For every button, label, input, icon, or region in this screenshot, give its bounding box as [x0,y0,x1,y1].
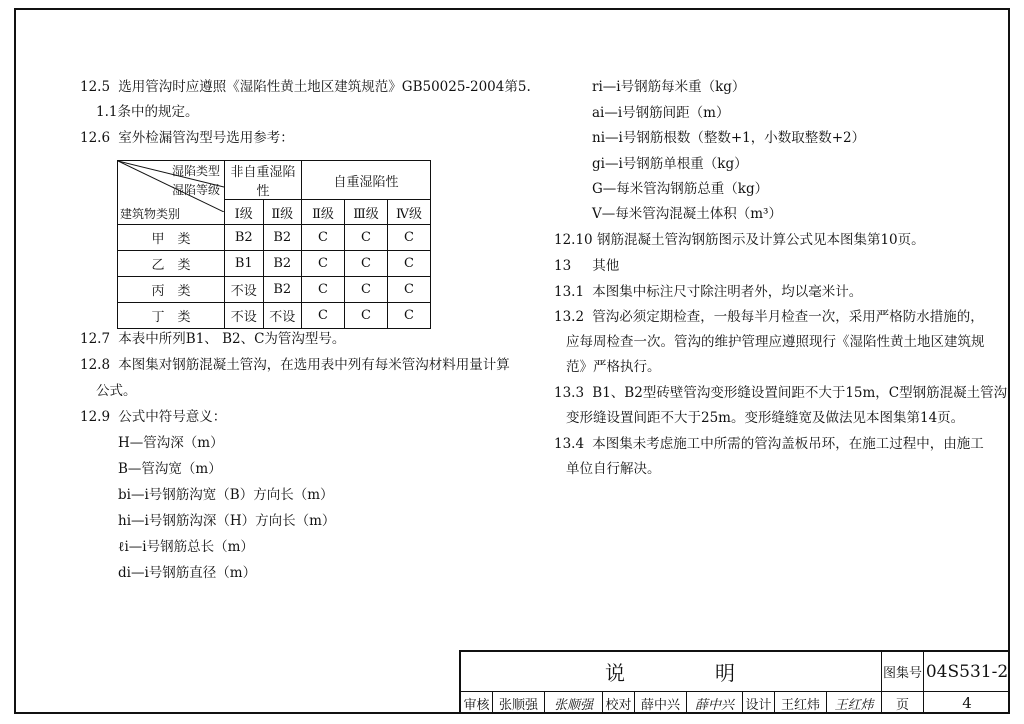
table-cell: C [302,277,345,303]
table-cell: B1 [225,251,264,277]
drawing-title: 说 明 [461,652,882,691]
clause-12-10: 12.10 钢筋混凝土管沟钢筋图示及计算公式见本图集第10页。 [554,232,925,248]
table-cell: B2 [263,251,302,277]
table-cell: C [388,251,431,277]
symbol-definition: hi—i号钢筋沟深（H）方向长（m） [118,513,336,529]
clause-12-8-cont: 公式。 [96,383,137,399]
grade-header: Ⅲ级 [345,200,388,225]
table-cell: 不设 [225,277,264,303]
clause-12-9: 12.9 公式中符号意义： [80,409,227,425]
designer-signature: 王红炜 [827,692,882,714]
check-label: 校对 [603,692,635,714]
diag-label-grade: 湿陷等级 [171,183,220,197]
table-cell: B2 [225,225,264,251]
clause-13-3: 13.3 B1、B2型砖壁管沟变形缝设置间距不大于15m，C型钢筋混凝土管沟 [554,385,1008,401]
reviewer-name: 张顺强 [493,692,545,714]
clause-12-7: 12.7 本表中所列B1、 B2、C为管沟型号。 [80,331,346,347]
row-label: 乙 类 [118,251,225,277]
table-row [118,303,431,329]
clause-12-5: 12.5 选用管沟时应遵照《湿陷性黄土地区建筑规范》GB50025-2004第5. [80,79,531,95]
atlas-number: 04S531-2 [925,661,1009,682]
group-non-self-weight: 非自重湿陷性 [225,161,302,200]
table-cell: C [345,277,388,303]
table-cell: C [388,277,431,303]
table-row [118,225,431,251]
grade-header: Ⅱ级 [263,200,302,225]
symbol-definition: V—每米管沟混凝土体积（m³） [592,206,782,222]
table-cell: B2 [263,225,302,251]
review-label: 审核 [461,692,493,714]
table-cell: C [388,303,431,329]
grade-header: Ⅰ级 [225,200,264,225]
table-row [118,277,431,303]
atlas-label: 图集号 [882,652,924,691]
row-label: 丙 类 [118,277,225,303]
group-self-weight: 自重湿陷性 [302,161,431,200]
table-cell: C [302,303,345,329]
diag-label-building: 建筑物类别 [120,207,181,221]
table-cell: C [302,251,345,277]
clause-12-5-cont: 1.1条中的规定。 [96,104,199,120]
table-cell: C [345,303,388,329]
symbol-definition: gi—i号钢筋单根重（kg） [592,156,748,172]
designer-name: 王红炜 [775,692,827,714]
table-cell: 不设 [263,303,302,329]
table-cell: C [345,225,388,251]
clause-13: 13 其他 [554,258,620,274]
page-label: 页 [882,692,924,714]
checker-name: 薛中兴 [635,692,687,714]
row-label: 丁 类 [118,303,225,329]
table-cell: B2 [263,277,302,303]
reviewer-signature: 张顺强 [545,692,603,714]
symbol-definition: ai—i号钢筋间距（m） [592,105,730,121]
checker-signature: 薛中兴 [687,692,743,714]
table-cell: C [302,225,345,251]
clause-13-2-cont: 范》严格执行。 [566,359,661,375]
title-block [459,650,1008,712]
page-number: 4 [962,694,972,712]
clause-13-2-cont: 应每周检查一次。管沟的维护管理应遵照现行《湿陷性黄土地区建筑规 [566,334,985,350]
clause-13-1: 13.1 本图集中标注尺寸除注明者外，均以毫米计。 [554,284,863,300]
symbol-definition: B—管沟宽（m） [118,461,222,477]
table-row [118,251,431,277]
symbol-definition: bi—i号钢筋沟宽（B）方向长（m） [118,487,334,503]
clause-13-3-cont: 变形缝设置间距不大于25m。变形缝缝宽及做法见本图集第14页。 [566,410,965,426]
table-cell: 不设 [225,303,264,329]
symbol-definition: ni—i号钢筋根数（整数+1，小数取整数+2） [592,130,866,146]
table-cell: C [345,251,388,277]
clause-12-8: 12.8 本图集对钢筋混凝土管沟，在选用表中列有每米管沟材料用量计算 [80,357,510,373]
clause-12-6: 12.6 室外检漏管沟型号选用参考： [80,130,294,146]
symbol-definition: ri—i号钢筋每米重（kg） [592,79,746,95]
grade-header: Ⅱ级 [302,200,345,225]
symbol-definition: G—每米管沟钢筋总重（kg） [592,181,769,197]
grade-header: Ⅳ级 [388,200,431,225]
table-cell: C [388,225,431,251]
diagonal-header-cell [118,161,225,225]
design-label: 设计 [743,692,775,714]
symbol-definition: H—管沟深（m） [118,435,224,451]
clause-13-4-cont: 单位自行解决。 [566,461,661,477]
clause-13-4: 13.4 本图集未考虑施工中所需的管沟盖板吊环，在施工过程中，由施工 [554,436,984,452]
diag-label-type: 湿陷类型 [171,164,220,178]
symbol-definition: di—i号钢筋直径（m） [118,565,257,581]
row-label: 甲 类 [118,225,225,251]
trench-selection-table [117,160,431,329]
symbol-definition: ℓi—i号钢筋总长（m） [118,539,254,555]
clause-13-2: 13.2 管沟必须定期检查，一般每半月检查一次，采用严格防水措施的， [554,309,984,325]
